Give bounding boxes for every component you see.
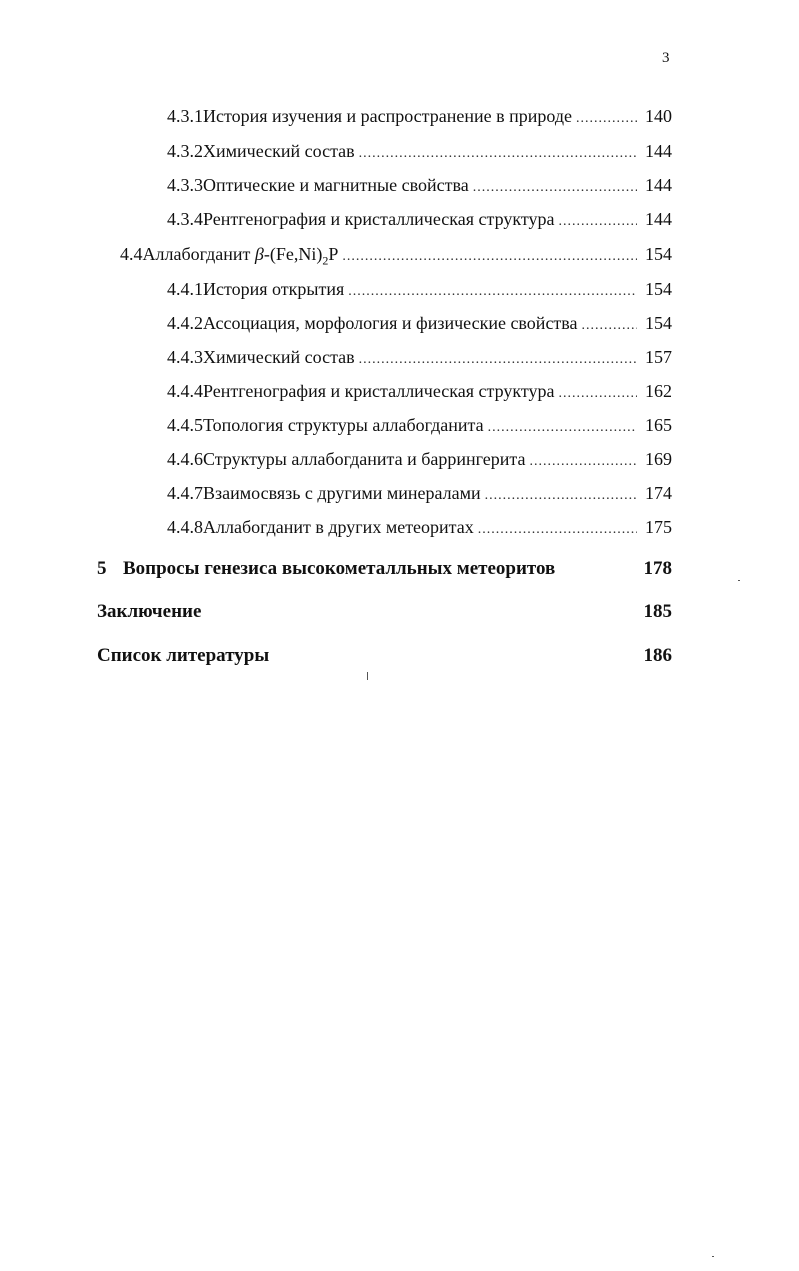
toc-entry-number: 4.4.6: [167, 449, 203, 469]
scan-mark: [367, 672, 368, 680]
title-text: Аллабогданит: [142, 244, 255, 264]
toc-entry-page: 154: [645, 244, 672, 264]
formula-end: P: [328, 244, 339, 264]
dot-leader: [582, 314, 637, 338]
formula-subscript: 2: [322, 253, 329, 268]
dot-leader: [529, 450, 637, 474]
beta-symbol: β: [254, 244, 264, 264]
toc-entry-title: Химический состав: [203, 347, 355, 367]
dot-leader: [478, 518, 637, 542]
toc-entry-4-3-3[interactable]: [167, 173, 672, 197]
conclusion-title: Заключение: [97, 601, 202, 622]
toc-entry-4-4-3[interactable]: [167, 345, 672, 369]
toc-entry-4-4-2[interactable]: [167, 311, 672, 335]
toc-entry-title: Взаимосвязь с другими минералами: [203, 483, 481, 503]
toc-entry-number: 4.3.4: [167, 209, 203, 229]
dot-leader: [342, 245, 637, 269]
toc-entry-page: 157: [645, 347, 672, 367]
toc-entry-4-3-1[interactable]: [167, 104, 672, 128]
dot-leader: [559, 382, 638, 406]
toc-entry-page: 174: [645, 483, 672, 503]
toc-entry-page: 144: [645, 175, 672, 195]
dot-leader: [559, 210, 638, 234]
page-number: 3: [662, 50, 670, 66]
toc-entry-4-4-5[interactable]: [167, 413, 672, 437]
toc-entry-number: 4.4.1: [167, 279, 203, 299]
scan-speck: [738, 580, 740, 581]
toc-entry-page: 140: [645, 106, 672, 126]
dot-leader: [576, 107, 637, 131]
toc-entry-4-4-1[interactable]: [167, 277, 672, 301]
toc-entry-title: Аллабогданит в других метеоритах: [203, 517, 474, 537]
toc-entry-4-4-8[interactable]: [167, 515, 672, 539]
toc-entry-4-3-2[interactable]: [167, 139, 672, 163]
toc-entry-number: 4.4: [120, 244, 143, 264]
dot-leader: [488, 416, 637, 440]
toc-entry-title: Ассоциация, морфология и физические свойства: [203, 313, 578, 333]
toc-entry-page: 144: [645, 141, 672, 161]
toc-entry-page: 162: [645, 381, 672, 401]
toc-entry-4-3-4[interactable]: [167, 207, 672, 231]
dot-leader: [359, 348, 637, 372]
toc-entry-title: Топология структуры аллабогданита: [203, 415, 484, 435]
toc-entry-page: 165: [645, 415, 672, 435]
toc-entry-4-4-6[interactable]: [167, 447, 672, 471]
toc-entry-number: 4.3.2: [167, 141, 203, 161]
toc-entry-page: 175: [645, 517, 672, 537]
toc-entry-title: [143, 242, 339, 273]
toc-entry-page: 144: [645, 209, 672, 229]
formula-text: -(Fe,Ni): [263, 244, 323, 264]
toc-entry-title: Оптические и магнитные свойства: [203, 175, 469, 195]
toc-conclusion[interactable]: [97, 599, 672, 625]
toc-references[interactable]: [97, 643, 672, 669]
toc-entry-page: 154: [645, 313, 672, 333]
references-page: 186: [643, 645, 672, 666]
chapter-number: 5: [97, 558, 107, 579]
chapter-page: 178: [643, 558, 672, 579]
toc-entry-number: 4.3.1: [167, 106, 203, 126]
toc-entry-page: 154: [645, 279, 672, 299]
toc-entry-page: 169: [645, 449, 672, 469]
toc-entry-title: Химический состав: [203, 141, 355, 161]
toc-entry-number: 4.4.3: [167, 347, 203, 367]
toc-entry-4-4-7[interactable]: [167, 481, 672, 505]
toc-entry-title: Структуры аллабогданита и баррингерита: [203, 449, 526, 469]
toc-entry-number: 4.4.7: [167, 483, 203, 503]
toc-entry-number: 4.4.4: [167, 381, 203, 401]
toc-entry-4-4[interactable]: [120, 242, 672, 266]
dot-leader: [359, 142, 637, 166]
dot-leader: [473, 176, 637, 200]
toc-entry-title: История открытия: [203, 279, 345, 299]
toc-entry-title: История изучения и распространение в природе: [203, 106, 573, 126]
scan-speck: [712, 1256, 714, 1257]
references-title: Список литературы: [97, 645, 270, 666]
dot-leader: [485, 484, 637, 508]
toc-entry-title: Рентгенография и кристаллическая структура: [203, 209, 555, 229]
toc-chapter-5[interactable]: [97, 556, 672, 582]
toc-entry-number: 4.4.8: [167, 517, 203, 537]
toc-entry-4-4-4[interactable]: [167, 379, 672, 403]
dot-leader: [348, 280, 637, 304]
toc-entry-title: Рентгенография и кристаллическая структура: [203, 381, 555, 401]
toc-entry-number: 4.4.5: [167, 415, 203, 435]
toc-entry-number: 4.3.3: [167, 175, 203, 195]
conclusion-page: 185: [643, 601, 672, 622]
toc-entry-number: 4.4.2: [167, 313, 203, 333]
chapter-title: Вопросы генезиса высокометалльных метеоритов: [123, 558, 556, 579]
